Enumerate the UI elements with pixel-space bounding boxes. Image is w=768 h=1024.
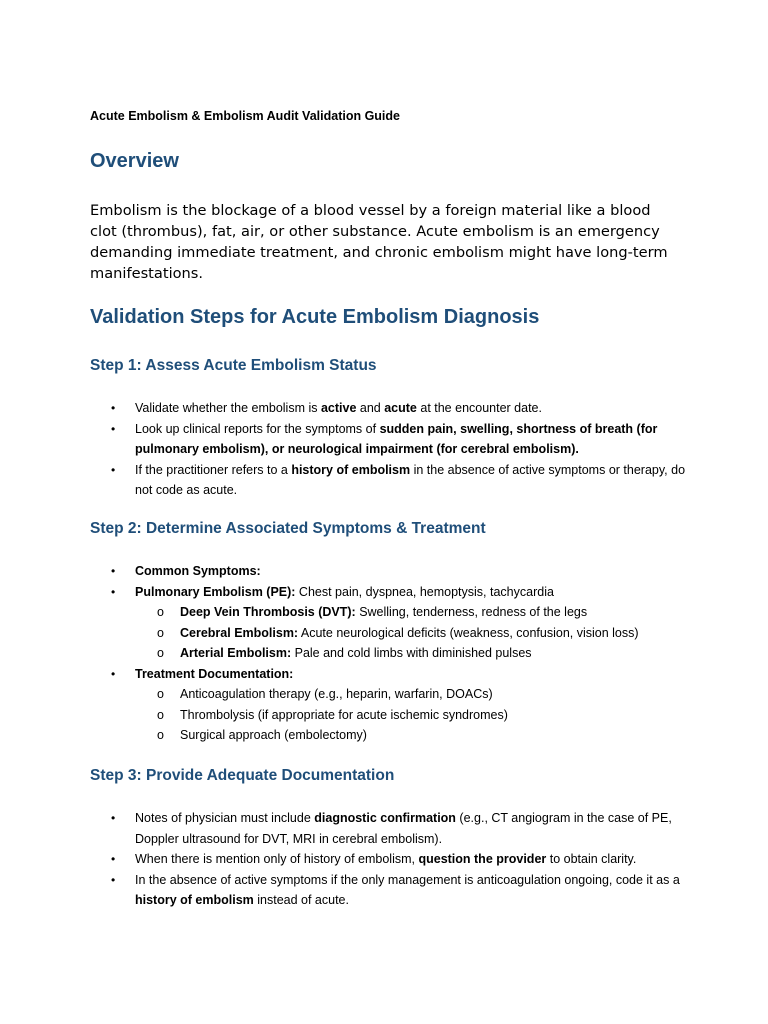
validation-heading: Validation Steps for Acute Embolism Diagnosis bbox=[90, 306, 540, 328]
bullet-icon: • bbox=[111, 462, 116, 477]
list-item: • Validate whether the embolism is active and acute at the encounter date. bbox=[90, 398, 690, 419]
overview-heading: Overview bbox=[90, 150, 179, 172]
sub-list-item: o Thrombolysis (if appropriate for acute ischemic syndromes) bbox=[90, 705, 690, 726]
sub-list-item: o Anticoagulation therapy (e.g., heparin, warfarin, DOACs) bbox=[90, 684, 690, 705]
bullet-icon: • bbox=[111, 811, 116, 825]
list-item: • Common Symptoms: bbox=[90, 561, 690, 582]
list-item: • Treatment Documentation: bbox=[90, 664, 690, 685]
sub-list-item: o Cerebral Embolism: Acute neurological deficits (weakness, confusion, vision loss) bbox=[90, 623, 690, 644]
sub-list-item: o Surgical approach (embolectomy) bbox=[90, 725, 690, 746]
bullet-icon: • bbox=[111, 584, 116, 599]
step3-heading: Step 3: Provide Adequate Documentation bbox=[90, 767, 395, 784]
bullet-icon: • bbox=[111, 401, 116, 415]
bullet-icon: • bbox=[111, 852, 116, 866]
sub-list-item: o Deep Vein Thrombosis (DVT): Swelling, tenderness, redness of the legs bbox=[90, 602, 690, 623]
bullet-icon: • bbox=[111, 872, 116, 887]
sub-bullet-icon: o bbox=[157, 687, 164, 701]
sub-list-item: o Arterial Embolism: Pale and cold limbs with diminished pulses bbox=[90, 643, 690, 664]
list-item: • Look up clinical reports for the symptoms of sudden pain, swelling, shortness of breath (for pulmonary embolism), or neurological impairment (for cerebral embolism). bbox=[90, 419, 690, 460]
list-item: • In the absence of active symptoms if the only management is anticoagulation ongoing, code it as a history of embolism instead of acute. bbox=[90, 870, 690, 911]
step2-heading: Step 2: Determine Associated Symptoms & Treatment bbox=[90, 520, 486, 537]
document-title: Acute Embolism & Embolism Audit Validation Guide bbox=[90, 109, 400, 123]
overview-paragraph: Embolism is the blockage of a blood vessel by a foreign material like a blood clot (thrombus), fat, air, or other substance. Acute embolism is an emergency demanding immediate treatment, and chronic embolism might have long-term manifestations. bbox=[90, 202, 668, 282]
list-item: • Pulmonary Embolism (PE): Chest pain, dyspnea, hemoptysis, tachycardia bbox=[90, 582, 690, 603]
step1-heading: Step 1: Assess Acute Embolism Status bbox=[90, 357, 377, 374]
step1-list bbox=[90, 398, 690, 501]
bullet-icon: • bbox=[111, 421, 116, 436]
bullet-icon: • bbox=[111, 564, 116, 578]
sub-bullet-icon: o bbox=[157, 625, 164, 640]
sub-bullet-icon: o bbox=[157, 646, 164, 660]
bullet-icon: • bbox=[111, 666, 116, 681]
list-item: • Notes of physician must include diagnostic confirmation (e.g., CT angiogram in the case of PE, Doppler ultrasound for DVT, MRI in cerebral embolism). bbox=[90, 808, 690, 849]
sub-bullet-icon: o bbox=[157, 707, 164, 722]
step2-list bbox=[90, 561, 690, 746]
list-item: • When there is mention only of history of embolism, question the provider to obtain clarity. bbox=[90, 849, 690, 870]
step3-list bbox=[90, 808, 690, 911]
sub-bullet-icon: o bbox=[157, 728, 164, 742]
list-item: • If the practitioner refers to a history of embolism in the absence of active symptoms or therapy, do not code as acute. bbox=[90, 460, 690, 501]
sub-bullet-icon: o bbox=[157, 605, 164, 619]
